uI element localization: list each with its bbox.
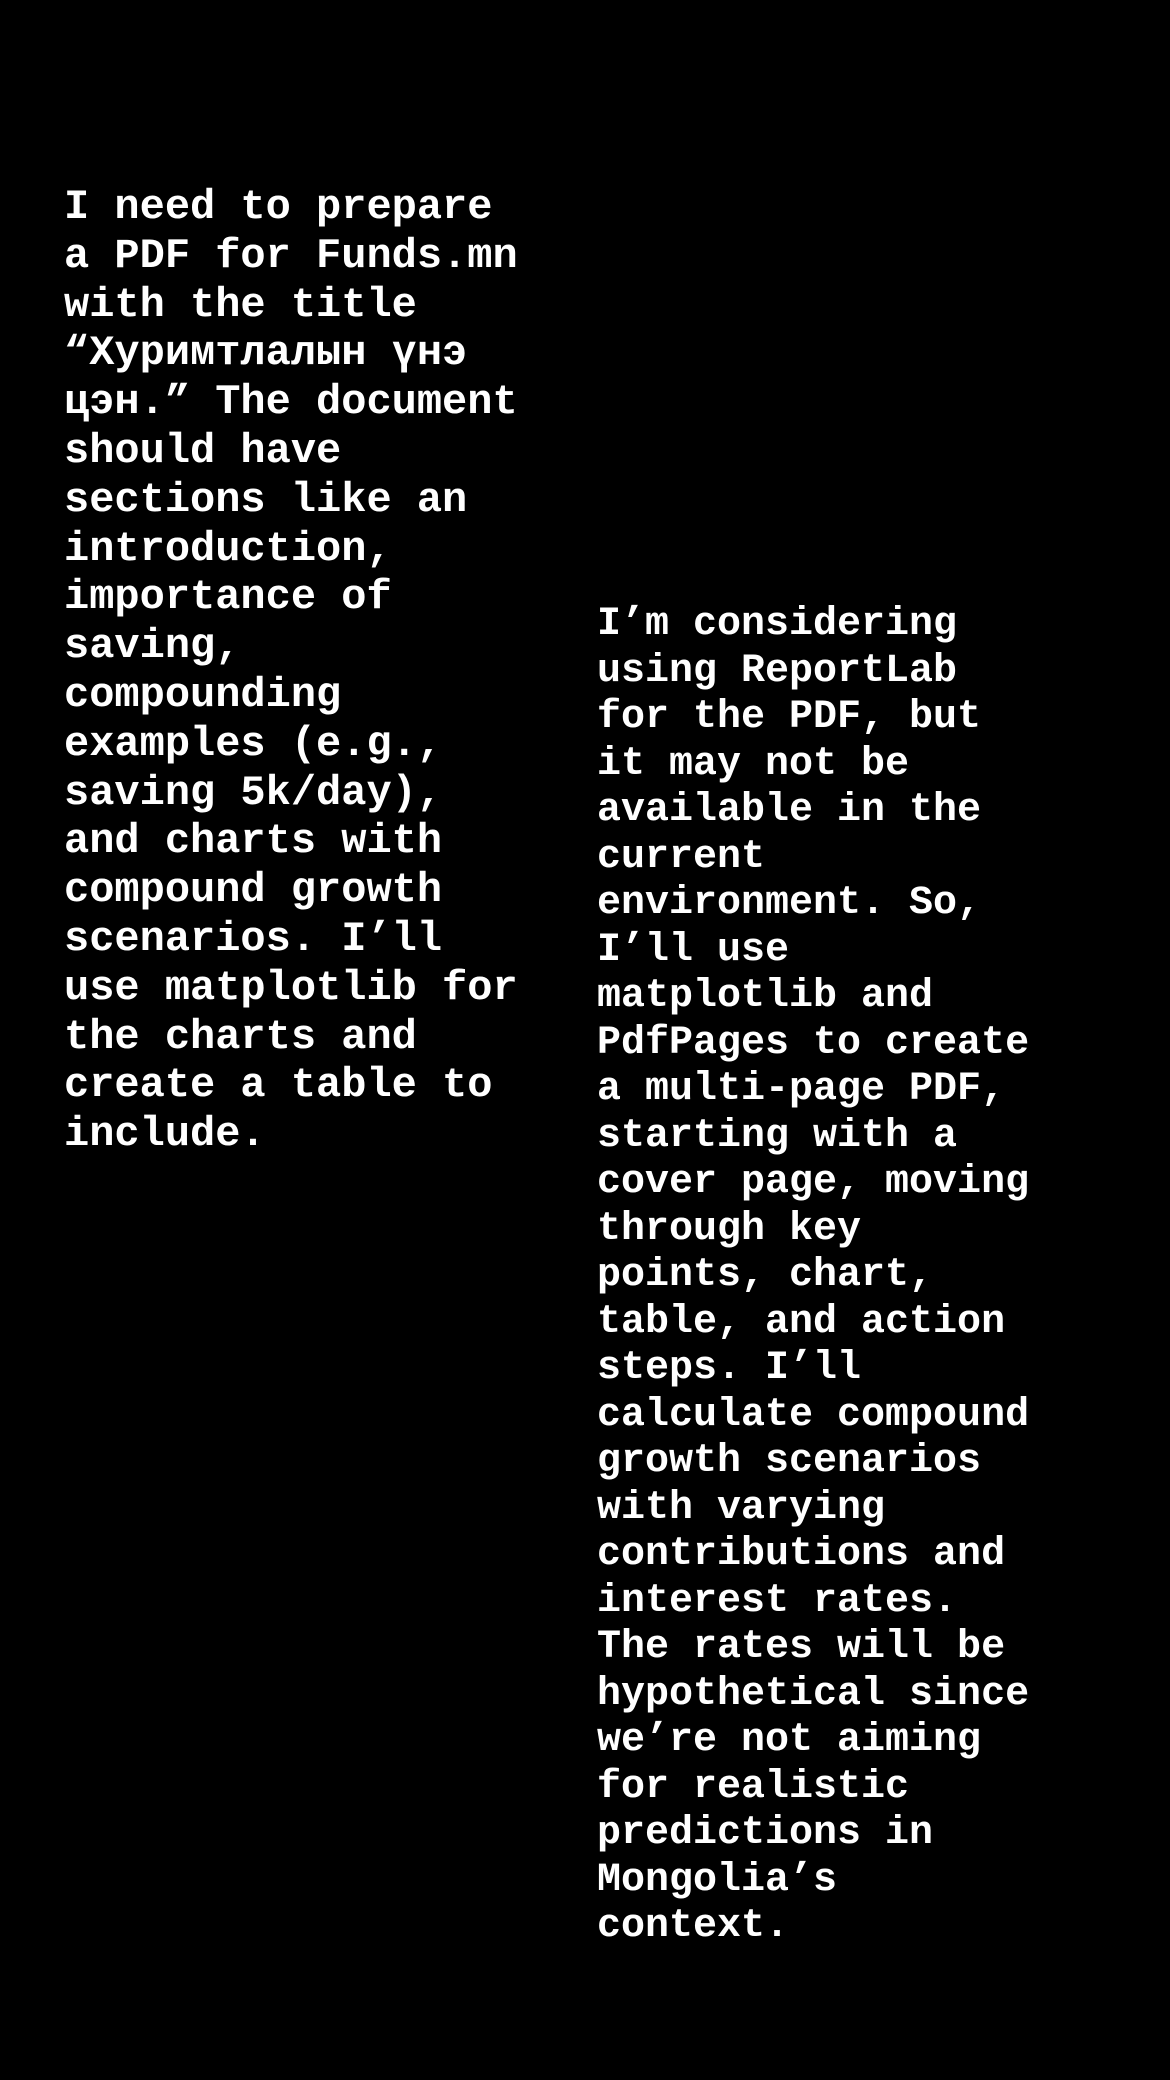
- text-line: I’m considering: [597, 602, 958, 647]
- text-line: matplotlib and: [597, 974, 934, 1019]
- text-line: starting with a: [597, 1113, 958, 1159]
- text-line: environment. So,: [597, 881, 982, 926]
- text-line: should have: [64, 426, 342, 475]
- text-line: calculate compound: [597, 1392, 1030, 1438]
- text-line: a PDF for Funds.mn: [64, 231, 518, 280]
- text-line: hypothetical since: [597, 1671, 1030, 1717]
- text-line: using ReportLab: [597, 648, 958, 694]
- text-line: create a table to: [64, 1061, 493, 1110]
- text-line: цэн.” The document: [64, 378, 518, 427]
- text-line: for the PDF, but: [597, 695, 982, 740]
- text-line: steps. I’ll: [597, 1346, 862, 1391]
- text-line: points, chart,: [597, 1253, 934, 1298]
- text-line: compounding: [64, 670, 342, 719]
- text-line: contributions and: [597, 1532, 1006, 1577]
- text-line: compound growth: [64, 866, 443, 915]
- text-line: PdfPages to create: [597, 1020, 1030, 1066]
- text-line: saving 5k/day),: [64, 768, 443, 817]
- text-line: for realistic: [597, 1764, 910, 1810]
- text-line: table, and action: [597, 1299, 1006, 1345]
- text-line: examples (e.g.,: [64, 719, 443, 768]
- text-line: I’ll use: [597, 927, 790, 973]
- text-line: sections like an: [64, 475, 468, 524]
- text-line: current: [597, 834, 766, 880]
- text-line: introduction,: [64, 524, 392, 573]
- text-line: use matplotlib for: [64, 963, 518, 1012]
- text-line: we’re not aiming: [597, 1718, 982, 1763]
- text-line: a multi-page PDF,: [597, 1067, 1006, 1112]
- text-line: include.: [64, 1110, 266, 1159]
- text-line: importance of: [64, 573, 392, 622]
- text-line: with varying: [597, 1485, 886, 1531]
- right-thought-text: [597, 602, 1029, 1951]
- text-line: predictions in: [597, 1811, 934, 1856]
- text-line: I need to prepare: [64, 183, 493, 231]
- text-line: The rates will be: [597, 1625, 1006, 1670]
- text-line: cover page, moving: [597, 1160, 1030, 1205]
- text-line: it may not be: [597, 741, 910, 787]
- text-line: growth scenarios: [597, 1439, 982, 1484]
- text-line: context.: [597, 1904, 790, 1949]
- text-line: Mongolia’s: [597, 1857, 838, 1903]
- text-line: scenarios. I’ll: [64, 914, 443, 963]
- text-line: interest rates.: [597, 1578, 958, 1624]
- text-line: saving,: [64, 622, 241, 671]
- left-thought-text: [64, 183, 518, 1159]
- text-line: available in the: [597, 788, 982, 833]
- text-line: “Хуримтлалын үнэ: [64, 329, 468, 378]
- text-line: with the title: [64, 280, 417, 329]
- text-line: and charts with: [64, 817, 443, 866]
- text-line: through key: [597, 1206, 862, 1252]
- text-line: the charts and: [64, 1012, 417, 1061]
